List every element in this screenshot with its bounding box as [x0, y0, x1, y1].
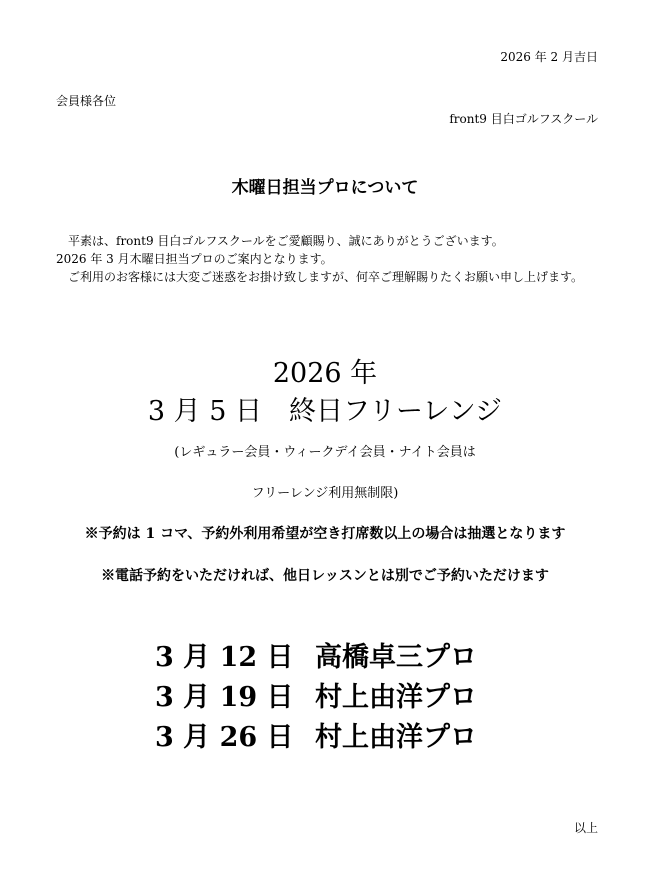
- special-note-line2: フリーレンジ利用無制限): [251, 486, 399, 501]
- sender: front9 目白ゴルフスクール: [449, 112, 598, 126]
- special-event: 3 月 5 日 終日フリーレンジ: [147, 396, 503, 427]
- schedule-date: 3 月 26 日: [155, 722, 294, 753]
- schedule-pro: 高橋卓三プロ: [315, 642, 477, 673]
- body-line-apology: ご利用のお客様には大変ご迷惑をお掛け致しますが、何卒ご理解賜りたくお願い申し上げます。: [68, 270, 584, 284]
- schedule-row: [0, 718, 650, 758]
- schedule-date: 3 月 19 日: [155, 682, 294, 713]
- schedule-date: 3 月 12 日: [155, 642, 294, 673]
- body-text: [56, 232, 600, 286]
- schedule-row: [0, 678, 650, 718]
- reservation-notice: ※予約は 1 コマ、予約外利用希望が空き打席数以上の場合は抽選となります: [84, 526, 566, 542]
- schedule-list: [0, 638, 650, 758]
- special-year: 2026 年: [272, 358, 378, 389]
- body-line-greeting: 平素は、front9 目白ゴルフスクールをご愛顧賜り、誠にありがとうございます。: [68, 234, 504, 248]
- closing-mark: 以上: [573, 821, 598, 835]
- recipient: 会員様各位: [56, 94, 117, 108]
- phone-reservation-notice: ※電話予約をいただければ、他日レッスンとは別でご予約いただけます: [101, 568, 549, 584]
- special-note-line1: (レギュラー会員・ウィークデイ会員・ナイト会員は: [174, 445, 476, 460]
- schedule-row: [0, 638, 650, 678]
- issue-date: 2026 年 2 月吉日: [500, 50, 598, 64]
- schedule-pro: 村上由洋プロ: [315, 682, 477, 713]
- document-title: 木曜日担当プロについて: [231, 178, 419, 198]
- schedule-pro: 村上由洋プロ: [315, 722, 477, 753]
- body-line-purpose: 2026 年 3 月木曜日担当プロのご案内となります。: [56, 252, 333, 266]
